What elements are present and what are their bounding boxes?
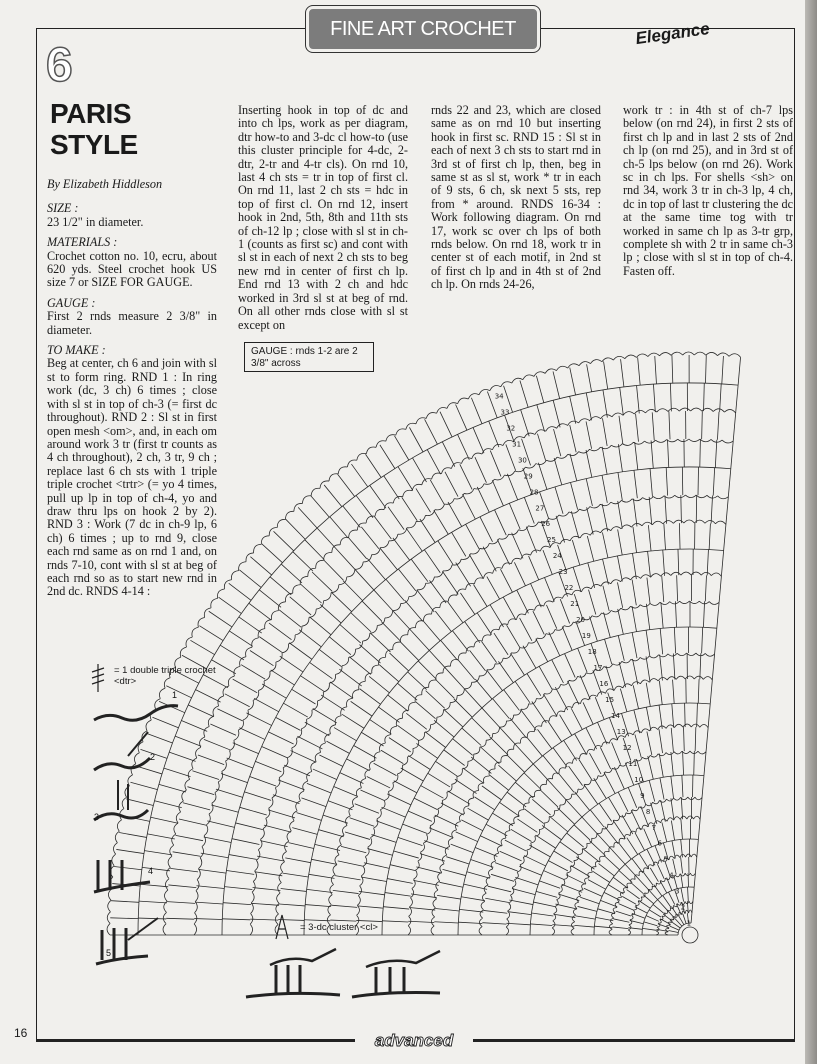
round-number: 31 <box>512 440 522 449</box>
round-number: 30 <box>517 456 527 465</box>
round-number: 23 <box>558 568 568 577</box>
to-make-label: TO MAKE : <box>47 343 106 358</box>
step-label-5: 5 <box>106 948 112 958</box>
difficulty-badge: advanced <box>355 1024 473 1058</box>
round-number: 34 <box>494 392 504 401</box>
gauge-text: First 2 rnds measure 2 3/8" in diameter. <box>47 309 217 337</box>
step-label-4: 4 <box>148 866 154 876</box>
round-number: 8 <box>645 807 651 816</box>
footer-rule-left <box>36 1040 358 1042</box>
cluster-symbol-icon <box>276 915 288 939</box>
round-number: 14 <box>610 711 620 720</box>
round-number: 29 <box>523 472 533 481</box>
round-number: 22 <box>564 584 574 593</box>
round-number: 4 <box>669 871 674 880</box>
round-number: 32 <box>506 424 516 433</box>
instructions-column-4: work tr : in 4th st of ch-7 lps below (on rnd 24), in first 2 sts of first ch lp and in last 2 sts of 2nd ch lp (on rnd 25), and in 3rd st of ch-5 lps below (on rnd 26). Work sc in ch lps. For shells <sh> on rnd 34, work 3 tr in ch-3 lp, 4 ch, dc in top of last tr clustering the dc at the same time tog with tr worked in same ch lp as 3-tr grp, complete sh with 2 tr in same ch-3 lp ; close with sl st in top of ch-4. Fasten off. <box>623 103 793 278</box>
round-number: 27 <box>535 504 545 513</box>
round-number: 33 <box>500 408 510 417</box>
materials-label: MATERIALS : <box>47 235 118 250</box>
size-text: 23 1/2" in diameter. <box>47 214 144 229</box>
dtr-symbol-icon <box>92 664 104 692</box>
round-number: 25 <box>547 536 556 545</box>
size-label: SIZE : <box>47 201 79 216</box>
instructions-column-2: Inserting hook in top of dc and into ch lps, work as per diagram, dtr how-to and 3-dc cl how-to (use this cluster principle for 4-dc, 2-dtr, 2-tr and 4-tr cls). On rnd 10, last 4 ch sts = tr in top of first cl. On rnd 11, last 2 ch sts = hdc in top of first cl. On rnd 12, insert hook in 2nd, 5th, 8th and 11th sts of ch-12 lp ; close with sl st in ch-1 (counts as first sc) and cont with sl st in each of next 2 ch sts to beg new rnd in center of first ch lp. End rnd 13 with 2 ch and hdc worked in 3rd sl st at beg of rnd. On all other rnds close with sl st except on <box>238 103 408 332</box>
dtr-howto-illustration <box>88 660 208 980</box>
round-number: 2 <box>680 903 686 912</box>
title-line-1: PARIS <box>50 98 131 129</box>
round-number: 5 <box>663 855 668 864</box>
round-number: 24 <box>552 552 562 561</box>
gauge-note-box: GAUGE : rnds 1-2 are 2 3/8" across <box>244 342 374 372</box>
byline: By Elizabeth Hiddleson <box>47 177 163 191</box>
cluster-legend: = 3-dc cluster <cl> <box>300 922 378 933</box>
dtr-legend: = 1 double triple crochet <dtr> <box>114 665 216 687</box>
round-number: 7 <box>651 823 657 832</box>
corner-tag: Elegance <box>634 18 711 49</box>
round-number: 1 <box>686 919 692 928</box>
round-number: 11 <box>628 759 638 768</box>
round-number: 6 <box>657 839 662 848</box>
pattern-number: 6 <box>46 39 73 92</box>
title-line-2: STYLE <box>50 129 138 160</box>
round-number: 16 <box>599 679 609 688</box>
round-number: 26 <box>541 520 551 529</box>
cluster-howto-illustration <box>240 905 450 1005</box>
round-number: 21 <box>570 600 580 609</box>
materials-text: Crochet cotton no. 10, ecru, about 620 yds. Steel crochet hook US size 7 or SIZE FOR GAUGE. <box>47 248 217 290</box>
round-number: 15 <box>605 695 615 704</box>
to-make-text: Beg at center, ch 6 and join with sl st to form ring. RND 1 : In ring work (dc, 3 ch) 6 times ; close with sl st in top of ch-3 (= first dc throughout). RND 2 : Sl st in first open mesh <om>, and, in each om around work 3 tr (first tr counts as 4 ch throughout), 2 ch, 3 tr, 9 ch ; replace last 6 ch sts with 1 triple triple crochet <trtr> (= yo 4 times, pull up lp in top of ch-4, yo and draw thru lps on hook 2 by 2). RND 3 : Work (7 dc in ch-9 lp, 6 ch) 6 times ; up to rnd 9, close each rnd same as on rnd 1 and, on rnds 7-10, cont with sl st at beg of each rnd so as to start new rnd in 2nd dc. RNDS 4-14 : <box>47 356 217 599</box>
gauge-label: GAUGE : <box>47 295 96 310</box>
round-number: 3 <box>674 887 680 896</box>
round-number: 28 <box>529 488 539 497</box>
section-banner: FINE ART CROCHET <box>306 6 540 52</box>
page-number: 16 <box>14 1026 28 1040</box>
round-number: 9 <box>640 791 645 800</box>
round-number: 12 <box>622 743 632 752</box>
step-label-2: 2 <box>150 752 156 762</box>
step-label-3: 3 <box>94 812 100 822</box>
round-number: 19 <box>581 632 591 641</box>
step-label-1: 1 <box>172 690 178 700</box>
round-number: 13 <box>616 727 626 736</box>
footer-rule-right <box>472 1040 795 1042</box>
round-number: 17 <box>593 664 603 673</box>
round-number: 18 <box>587 648 597 657</box>
instructions-column-3: rnds 22 and 23, which are closed same as on rnd 10 but inserting hook in first sc. RND 15 : Sl st in each of next 3 ch sts to start rnd in 3rd st of first ch lp, then, beg in same st as sl st, work * tr in each of 9 sts, 6 ch, sk next 5 sts, rep from * around. RNDS 16-34 : Work following diagram. On rnd 17, work sc over ch lps of both rnds below. On rnd 18, work tr in center st of each motif, in 2nd st of first ch lp and in 4th st of 2nd ch lp. On rnds 24-26, <box>431 103 601 292</box>
round-number: 20 <box>576 616 586 625</box>
round-number: 10 <box>634 775 644 784</box>
